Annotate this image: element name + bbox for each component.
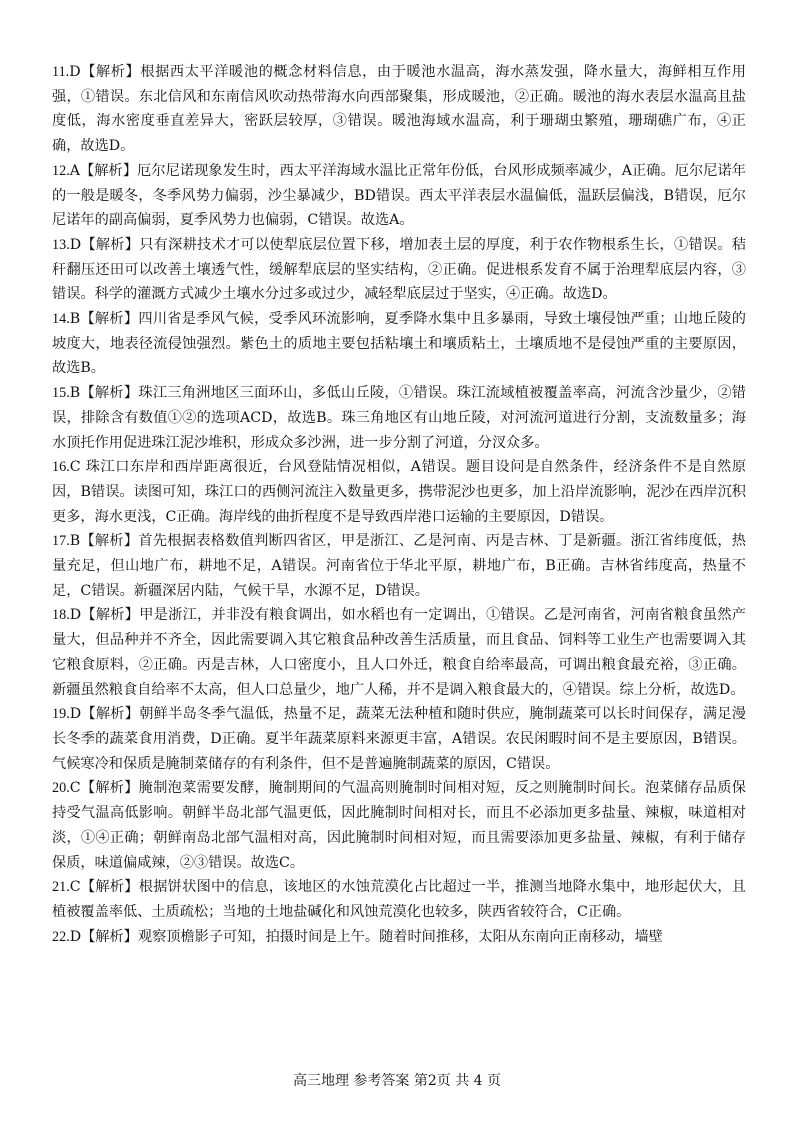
question-number: 11. (52, 64, 70, 80)
answer-choice: A (69, 162, 80, 179)
answer-item-11 (52, 60, 746, 159)
analysis-text: 根据饼状图中的信息，该地区的水蚀荒漠化占比超过一半，推测当地降水集中，地形起伏大，且植被覆盖率低、土质疏松；当地的土地盐碱化和风蚀荒漠化也较多，陕西省较符合，C正确。 (52, 879, 746, 920)
answers-body (52, 60, 746, 949)
answer-choice: B (69, 385, 81, 402)
analysis-tag: 【解析】 (80, 385, 139, 402)
page-footer: 高三地理 参考答案 第2页 共 4 页 (292, 1073, 502, 1089)
answer-item-22 (52, 925, 746, 950)
answer-choice: B (69, 533, 81, 550)
analysis-tag: 【解析】 (80, 64, 141, 80)
analysis-text: 只有深耕技术才可以使犁底层位置下移，增加表土层的厚度，利于农作物根系生长，①错误。秸秆翻压还田可以改善土壤透气性，缓解犁底层的坚实结构，②正确。促进根系发育不属于治理犁底层内容，③错误。科学的灌溉方式减少土壤水分过多或过少，减轻犁底层过于坚实，④正确。故选D。 (52, 236, 746, 303)
answer-item-19 (52, 702, 746, 776)
answer-item-12 (52, 159, 746, 233)
question-number: 15. (52, 385, 70, 402)
analysis-text: 首先根据表格数值判断四省区，甲是浙江、乙是河南、丙是吉林、丁是新疆。浙江省纬度低，热量充足，但山地广布，耕地不足，A错误。河南省位于华北平原，耕地广布，B正确。吉林省纬度高，热量不足，C错误。新疆深居内陆，气候干旱，水源不足，D错误。 (52, 533, 746, 599)
question-number: 13. (52, 236, 70, 253)
answer-choice: D (69, 64, 81, 80)
analysis-text: 四川省是季风气候，受季风环流影响，夏季降水集中且多暴雨，导致土壤侵蚀严重；山地丘陵的坡度大，地表径流侵蚀强烈。紫色土的质地主要包括粘壤土和壤质粘土，土壤质地不是侵蚀严重的主要原因，故选B。 (52, 311, 746, 377)
question-number: 17. (52, 533, 70, 550)
question-number: 19. (52, 706, 70, 723)
question-number: 18. (52, 607, 70, 624)
answer-item-15 (52, 381, 746, 455)
analysis-tag: 【解析】 (81, 928, 138, 945)
answer-item-20 (52, 776, 746, 875)
analysis-text: 厄尔尼诺现象发生时，西太平洋海域水温比正常年份低，台风形成频率减少，A正确。厄尔尼诺年的一般是暖冬，冬季风势力偏弱，沙尘暴减少，BD错误。西太平洋表层水温偏低，温跃层偏浅，B错误，厄尔尼诺年的副高偏弱，夏季风势力也偏弱，C错误。故选A。 (52, 162, 746, 229)
answer-item-13 (52, 233, 746, 307)
answer-item-21 (52, 875, 746, 924)
analysis-tag: 【解析】 (80, 533, 139, 550)
analysis-tag: 【解析】 (80, 780, 139, 797)
answer-item-17 (52, 529, 746, 603)
answer-choice: D (69, 928, 82, 945)
question-number: 12. (52, 162, 70, 179)
analysis-text: 观察顶檐影子可知，拍摄时间是上午。随着时间推移，太阳从东南向正南移动，墙壁 (137, 928, 663, 945)
question-number: 21. (52, 879, 70, 896)
answer-choice: C (69, 780, 81, 797)
analysis-tag: 【解析】 (79, 162, 138, 179)
answer-choice: C (69, 879, 81, 896)
analysis-text: 珠江三角洲地区三面环山，多低山丘陵，①错误。珠江流域植被覆盖率高，河流含沙量少，②错误，排除含有数值①②的选项ACD，故选B。珠三角地区有山地丘陵，对河流河道进行分割，支流数量多；海水顶托作用促进珠江泥沙堆积，形成众多沙洲，进一步分割了河道，分汊众多。 (52, 385, 746, 451)
analysis-tag: 【解析】 (80, 311, 139, 328)
question-number: 20. (52, 780, 70, 797)
analysis-tag: 【解析】 (81, 236, 140, 253)
analysis-text: 腌制泡菜需要发酵，腌制期间的气温高则腌制时间相对短，反之则腌制时间长。泡菜储存品质保持受气温高低影响。朝鲜半岛北部气温更低，因此腌制时间相对长，而且不必添加更多盐量、辣椒，味道相对淡，①④正确；朝鲜南岛北部气温相对高，因此腌制时间相对短，而且需要添加更多盐量、辣椒，有利于储存保质，味道偏咸辣，②③错误。故选C。 (52, 780, 746, 871)
question-number: 14. (52, 311, 70, 328)
analysis-text: 甲是浙江，并非没有粮食调出，如水稻也有一定调出，①错误。乙是河南省，河南省粮食虽然产量大，但品种并不齐全，因此需要调入其它粮食品种改善生活质量，而且食品、饲料等工业生产也需要调入其它粮食原料，②正确。丙是吉林，人口密度小，且人口外迁，粮食自给率最高，可调出粮食最充裕，③正确。新疆虽然粮食自给率不太高，但人口总量少，地广人稀，并不是调入粮食最大的，④错误。综上分析，故选D。 (52, 607, 746, 698)
answer-choice: B (69, 311, 81, 328)
question-number: 16. (52, 459, 70, 476)
answer-choice: C (69, 459, 81, 476)
analysis-tag: 【解析】 (81, 706, 140, 723)
answer-item-16 (52, 455, 746, 529)
analysis-text: 朝鲜半岛冬季气温低，热量不足，蔬菜无法种植和随时供应，腌制蔬菜可以长时间保存，满足漫长冬季的蔬菜食用消费，D正确。夏半年蔬菜原料来源更丰富，A错误。农民闲暇时间不是主要原因，B错误。气候寒冷和保质是腌制菜储存的有利条件，但不是普遍腌制蔬菜的原因，C错误。 (52, 706, 746, 772)
analysis-text: 珠江口东岸和西岸距离很近，台风登陆情况相似，A错误。题目设问是自然条件，经济条件不是自然原因，B错误。读图可知，珠江口的西侧河流注入数量更多，携带泥沙也更多，加上沿岸流影响，泥沙在西岸沉积更多，海水更浅，C正确。海岸线的曲折程度不是导致西岸港口运输的主要原因，D错误。 (52, 459, 747, 525)
answer-choice: D (69, 706, 82, 723)
analysis-text: 根据西太平洋暖池的概念材料信息，由于暖池水温高，海水蒸发强，降水量大，海鲜相互作用强，①错误。东北信风和东南信风吹动热带海水向西部聚集，形成暖池，②正确。暖池的海水表层水温高且盐度低，海水密度垂直差异大，密跃层较厚，③错误。暖池海域水温高，利于珊瑚虫繁殖，珊瑚礁广布，④正确，故选D。 (52, 64, 746, 155)
answer-choice: D (69, 607, 82, 624)
answer-item-14 (52, 307, 746, 381)
answer-item-18 (52, 603, 746, 702)
question-number: 22. (52, 928, 70, 945)
analysis-tag: 【解析】 (80, 879, 139, 896)
answer-choice: D (69, 236, 82, 253)
analysis-tag: 【解析】 (81, 607, 140, 624)
